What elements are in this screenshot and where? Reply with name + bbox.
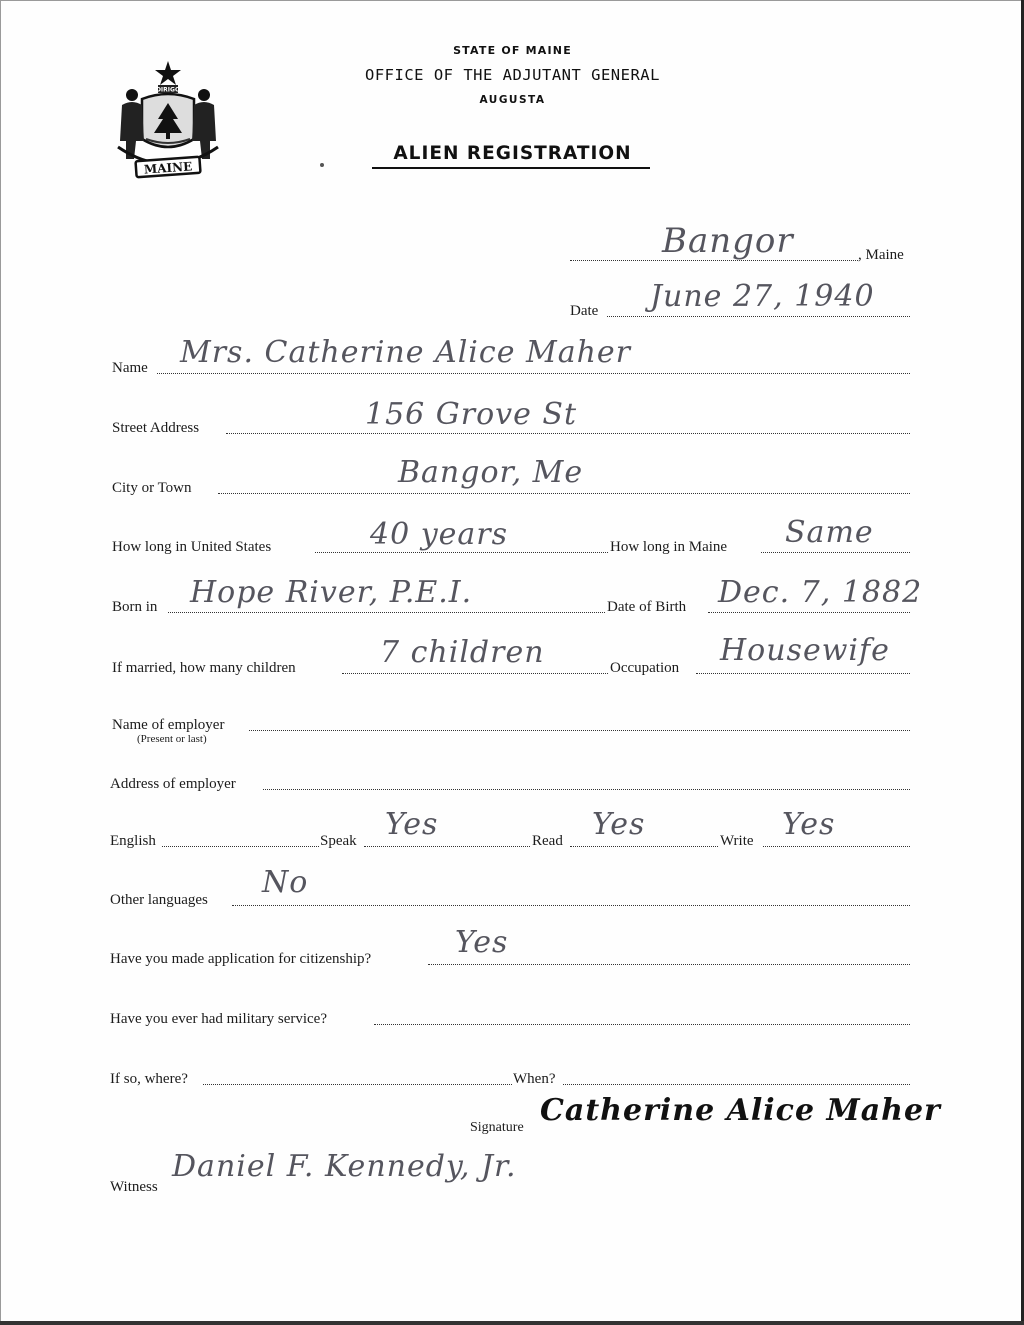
- occupation-line: [696, 673, 910, 674]
- signature-value: Catherine Alice Maher: [540, 1093, 941, 1128]
- dob-label: Date of Birth: [607, 599, 687, 615]
- military-line: [374, 1024, 910, 1025]
- english-label: English: [110, 833, 156, 849]
- title-underline: [372, 167, 650, 169]
- date-value: June 27, 1940: [650, 279, 875, 314]
- when-line: [563, 1084, 910, 1085]
- citizenship-line: [428, 964, 910, 965]
- us-duration-line: [315, 552, 608, 553]
- speak-value: Yes: [385, 807, 439, 842]
- signature-label: Signature: [470, 1120, 524, 1135]
- date-label: Date: [570, 303, 599, 319]
- name-line: [157, 373, 910, 374]
- scan-speck: [320, 163, 324, 167]
- birthplace-label: Born in: [112, 599, 158, 615]
- seal-banner-text: MAINE: [143, 159, 193, 177]
- read-line: [570, 846, 718, 847]
- street-line: [226, 433, 910, 434]
- maine-duration-value: Same: [785, 515, 874, 550]
- occupation-value: Housewife: [720, 633, 890, 668]
- place-suffix: , Maine: [858, 247, 904, 263]
- read-value: Yes: [592, 807, 646, 842]
- form-title: ALIEN REGISTRATION: [393, 143, 632, 164]
- us-duration-label: How long in United States: [112, 539, 272, 555]
- maine-seal-icon: [112, 55, 224, 183]
- occupation-label: Occupation: [610, 660, 680, 676]
- name-value: Mrs. Catherine Alice Maher: [180, 335, 632, 370]
- dob-value: Dec. 7, 1882: [718, 575, 923, 610]
- header-office: OFFICE OF THE ADJUTANT GENERAL: [365, 66, 660, 84]
- children-value: 7 children: [380, 635, 545, 670]
- employer-sublabel: (Present or last): [137, 733, 207, 745]
- citizenship-label: Have you made application for citizenship?: [110, 951, 372, 967]
- children-label: If married, how many children: [112, 660, 296, 676]
- write-label: Write: [720, 833, 754, 849]
- city-label: City or Town: [112, 480, 192, 496]
- speak-label: Speak: [320, 833, 357, 849]
- city-value: Bangor, Me: [398, 455, 584, 490]
- employer-address-line: [263, 789, 910, 790]
- seal-motto: DIRIGO: [155, 86, 181, 94]
- speak-line: [364, 846, 530, 847]
- maine-duration-line: [761, 552, 910, 553]
- employer-address-label: Address of employer: [110, 776, 236, 792]
- other-languages-value: No: [262, 865, 309, 900]
- street-label: Street Address: [112, 420, 200, 436]
- dob-line: [708, 612, 910, 613]
- other-languages-label: Other languages: [110, 892, 208, 908]
- birthplace-line: [168, 612, 605, 613]
- employer-line: [249, 730, 910, 731]
- english-line: [162, 846, 319, 847]
- other-languages-line: [232, 905, 910, 906]
- city-line: [218, 493, 910, 494]
- witness-label: Witness: [110, 1179, 158, 1195]
- header-city: AUGUSTA: [479, 94, 546, 106]
- place-value: Bangor: [662, 221, 794, 261]
- children-line: [342, 673, 608, 674]
- where-label: If so, where?: [110, 1071, 188, 1087]
- write-line: [763, 846, 910, 847]
- maine-duration-label: How long in Maine: [610, 539, 728, 555]
- street-value: 156 Grove St: [365, 397, 578, 432]
- when-label: When?: [513, 1071, 556, 1087]
- scan-edge-bottom: [0, 1321, 1024, 1325]
- read-label: Read: [532, 833, 563, 849]
- military-label: Have you ever had military service?: [110, 1011, 327, 1027]
- date-line: [607, 316, 910, 317]
- birthplace-value: Hope River, P.E.I.: [190, 575, 473, 610]
- us-duration-value: 40 years: [370, 517, 509, 552]
- witness-value: Daniel F. Kennedy, Jr.: [172, 1149, 517, 1184]
- name-label: Name: [112, 360, 148, 376]
- employer-label: Name of employer: [112, 717, 225, 733]
- write-value: Yes: [782, 807, 836, 842]
- where-line: [203, 1084, 512, 1085]
- header-state: STATE OF MAINE: [453, 44, 572, 57]
- citizenship-value: Yes: [455, 925, 509, 960]
